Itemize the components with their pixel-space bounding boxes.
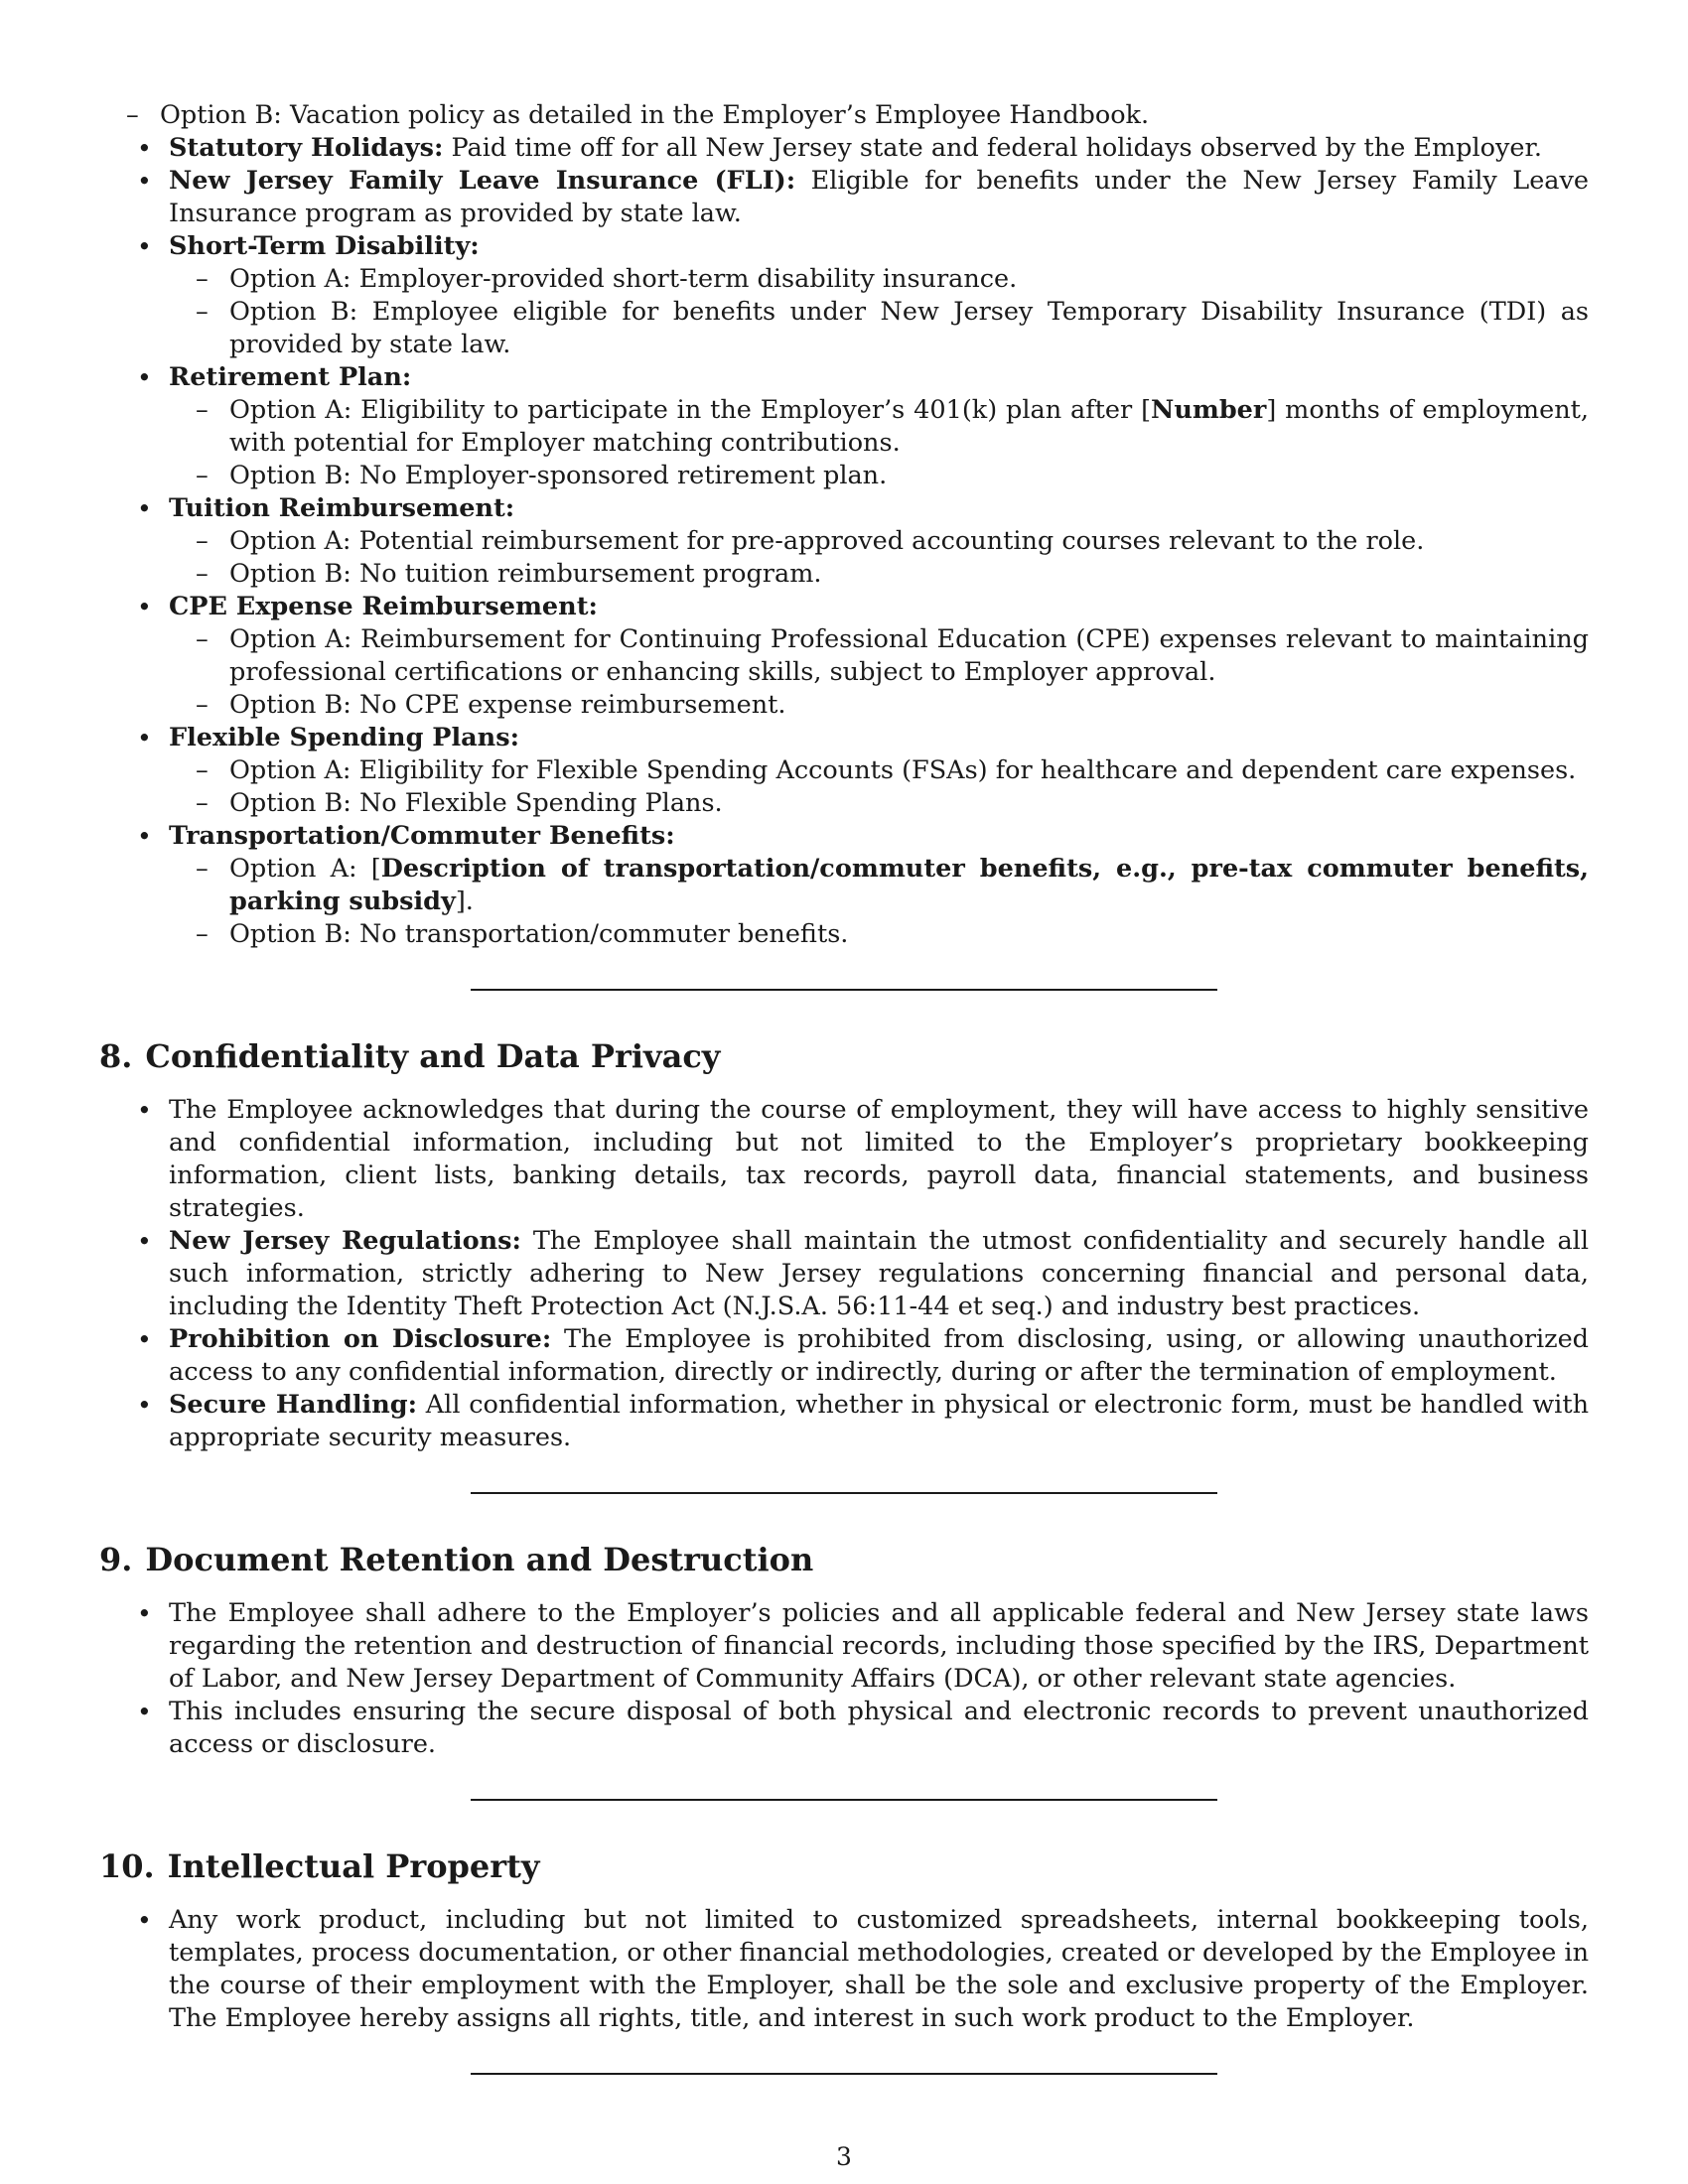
- document-page: [99, 99, 1589, 2075]
- transport-options: [169, 853, 1589, 951]
- list-item-fsa: [99, 722, 1589, 820]
- benefits-continued-sublist: [99, 99, 1589, 132]
- list-item: • Prohibition on Disclosure: The Employee is prohibited from disclosing, using, or allowing unauthorized access to any confidential information, directly or indirectly, during or after the termination of employment.: [99, 1323, 1589, 1389]
- std-option-b: – Option B: Employee eligible for benefits under New Jersey Temporary Disability Insurance (TDI) as provided by state law.: [169, 296, 1589, 361]
- holidays-text: Paid time off for all New Jersey state and federal holidays observed by the Employer.: [451, 133, 1543, 163]
- section-number: 10.: [99, 1847, 155, 1885]
- section-number: 9.: [99, 1541, 133, 1578]
- section-divider: [471, 1492, 1217, 1494]
- list-item-tuition: [99, 492, 1589, 591]
- std-label: Short-Term Disability:: [169, 231, 480, 261]
- retirement-label: Retirement Plan:: [169, 362, 412, 392]
- list-item-retirement: [99, 361, 1589, 492]
- list-item-cpe: [99, 591, 1589, 722]
- section-10-list: [99, 1904, 1589, 2035]
- section-number: 8.: [99, 1037, 133, 1075]
- list-item-fli: [99, 165, 1589, 230]
- retirement-options: [169, 394, 1589, 492]
- section-heading-8: [99, 1036, 1589, 1076]
- section-divider: [471, 2073, 1217, 2075]
- list-item: • This includes ensuring the secure disposal of both physical and electronic records to prevent unauthorized access or disclosure.: [99, 1696, 1589, 1761]
- transport-label: Transportation/Commuter Benefits:: [169, 821, 675, 851]
- fli-label: New Jersey Family Leave Insurance (FLI):: [169, 166, 796, 196]
- fsa-option-b: – Option B: No Flexible Spending Plans.: [169, 787, 1589, 820]
- section-divider: [471, 989, 1217, 991]
- retirement-option-b: – Option B: No Employer-sponsored retirement plan.: [169, 460, 1589, 492]
- fsa-option-a: – Option A: Eligibility for Flexible Spending Accounts (FSAs) for healthcare and dependent care expenses.: [169, 754, 1589, 787]
- retirement-placeholder: Number: [1151, 395, 1267, 425]
- section-heading-9: [99, 1540, 1589, 1579]
- list-item: • The Employee acknowledges that during the course of employment, they will have access to highly sensitive and confidential information, including but not limited to the Employer’s proprietary bookkeeping information, client lists, banking details, tax records, payroll data, financial statements, and business strategies.: [99, 1094, 1589, 1225]
- vacation-option-b: – Option B: Vacation policy as detailed in the Employer’s Employee Handbook.: [99, 99, 1589, 132]
- transport-placeholder: Description of transportation/commuter benefits, e.g., pre-tax commuter benefits, parking subsidy: [229, 854, 1590, 916]
- section-heading-10: [99, 1846, 1589, 1886]
- list-item: • Any work product, including but not limited to customized spreadsheets, internal bookkeeping tools, templates, process documentation, or other financial methodologies, created or developed by the Employee in the course of their employment with the Employer, shall be the sole and exclusive property of the Employer. The Employee hereby assigns all rights, title, and interest in such work product to the Employer.: [99, 1904, 1589, 2035]
- tuition-option-b: – Option B: No tuition reimbursement program.: [169, 558, 1589, 591]
- holidays-label: Statutory Holidays:: [169, 133, 444, 163]
- transport-option-a: – Option A: [Description of transportation/commuter benefits, e.g., pre-tax commuter benefits, parking subsidy].: [169, 853, 1589, 918]
- transport-option-b: – Option B: No transportation/commuter benefits.: [169, 918, 1589, 951]
- tuition-label: Tuition Reimbursement:: [169, 493, 515, 523]
- section-9-list: [99, 1597, 1589, 1761]
- cpe-option-b: – Option B: No CPE expense reimbursement.: [169, 689, 1589, 722]
- benefits-list: [99, 132, 1589, 951]
- fsa-label: Flexible Spending Plans:: [169, 723, 519, 752]
- fsa-options: [169, 754, 1589, 820]
- list-item-holidays: [99, 132, 1589, 165]
- list-item-transport: [99, 820, 1589, 951]
- list-item: • The Employee shall adhere to the Employer’s policies and all applicable federal and New Jersey state laws regarding the retention and destruction of financial records, including those specified by the IRS, Department of Labor, and New Jersey Department of Community Affairs (DCA), or other relevant state agencies.: [99, 1597, 1589, 1696]
- list-item: • Secure Handling: All confidential information, whether in physical or electronic form, must be handled with appropriate security measures.: [99, 1389, 1589, 1454]
- section-title: Intellectual Property: [167, 1847, 540, 1885]
- section-divider: [471, 1799, 1217, 1801]
- cpe-options: [169, 623, 1589, 722]
- std-option-a: – Option A: Employer-provided short-term disability insurance.: [169, 263, 1589, 296]
- std-options: [169, 263, 1589, 361]
- section-title: Document Retention and Destruction: [145, 1541, 814, 1578]
- fli-text: Eligible for benefits under the New Jersey Family Leave Insurance program as provided by state law.: [169, 166, 1590, 228]
- retirement-option-a: – Option A: Eligibility to participate in the Employer’s 401(k) plan after [Number] months of employment, with potential for Employer matching contributions.: [169, 394, 1589, 460]
- section-title: Confidentiality and Data Privacy: [145, 1037, 721, 1075]
- cpe-label: CPE Expense Reimbursement:: [169, 592, 598, 621]
- section-8-list: [99, 1094, 1589, 1454]
- tuition-options: [169, 525, 1589, 591]
- tuition-option-a: – Option A: Potential reimbursement for pre-approved accounting courses relevant to the role.: [169, 525, 1589, 558]
- list-item-std: [99, 230, 1589, 361]
- list-item: • New Jersey Regulations: The Employee shall maintain the utmost confidentiality and securely handle all such information, strictly adhering to New Jersey regulations concerning financial and personal data, including the Identity Theft Protection Act (N.J.S.A. 56:11-44 et seq.) and industry best practices.: [99, 1225, 1589, 1323]
- cpe-option-a: – Option A: Reimbursement for Continuing Professional Education (CPE) expenses relevant to maintaining professional certifications or enhancing skills, subject to Employer approval.: [169, 623, 1589, 689]
- page-number: 3: [836, 2142, 852, 2171]
